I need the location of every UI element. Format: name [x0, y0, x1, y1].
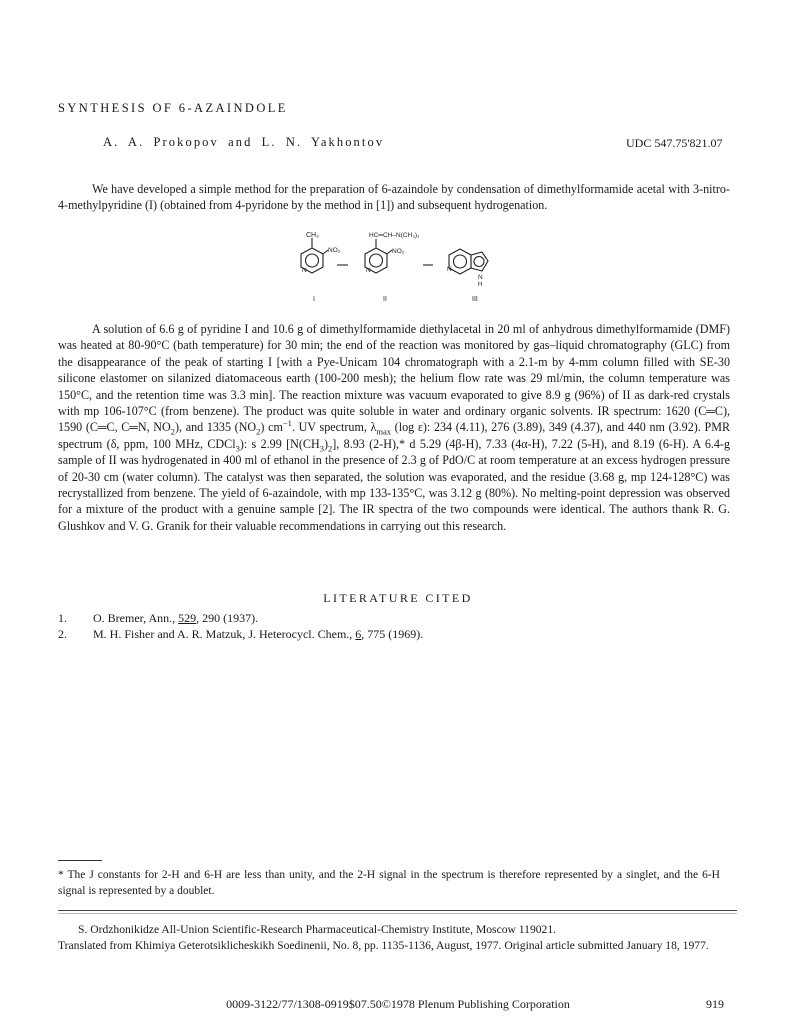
page-number: 919	[706, 997, 724, 1011]
reference-number: 2.	[58, 627, 67, 641]
intro-paragraph: We have developed a simple method for the preparation of 6-azaindole by condensation of dimethylformamide acetal with 3-nitro-4-methylpyridine (I) (obtained from 4-pyridone by the method in [1]) and subsequent hydrogenation.	[58, 182, 730, 213]
article-title: SYNTHESIS OF 6-AZAINDOLE	[58, 101, 288, 115]
compound-2-enamine-label: HC═CH–N(CH₃)₂	[369, 232, 420, 239]
affiliation-block	[58, 922, 733, 954]
compound-3-ring-n: N	[447, 266, 452, 273]
compound-1-nitro-label: NO₂	[328, 247, 341, 254]
body-text-3: ) cm	[260, 420, 283, 435]
compound-3-h-label: H	[478, 282, 483, 288]
reference-number: 1.	[58, 611, 67, 625]
experimental-paragraph	[58, 321, 730, 534]
compound-label-2: II	[383, 296, 387, 303]
subscript: 2	[170, 426, 176, 437]
compound-3-structure	[449, 249, 488, 274]
compound-2-nitro-label: NO₂	[392, 248, 405, 255]
reference-text: M. H. Fisher and A. R. Matzuk, J. Heterocycl. Chem.,	[93, 627, 356, 641]
reaction-scheme	[290, 228, 530, 306]
reference-item	[58, 611, 258, 626]
authors: A. A. Prokopov and L. N. Yakhontov	[103, 135, 385, 149]
affiliation-rule-secondary	[58, 913, 737, 914]
reference-volume: 6	[355, 627, 362, 641]
superscript: −1	[282, 418, 292, 429]
compound-2-ring-n: N	[366, 267, 371, 274]
reference-item	[58, 627, 423, 642]
footnote-rule	[58, 860, 102, 861]
affiliation-rule	[58, 910, 737, 911]
subscript: 2	[328, 443, 333, 454]
reference-text: , 775 (1969).	[361, 627, 424, 641]
affiliation-translation-note: Translated from Khimiya Geterotsiklicheskikh Soedinenii, No. 8, pp. 1135-1136, August, 1977. Original article submitted January 18, 1977.	[58, 938, 709, 952]
body-text-2: ), and 1335 (NO	[175, 420, 257, 435]
affiliation-institute: S. Ordzhonikidze All-Union Scientific-Research Pharmaceutical-Chemistry Institute, Moscow 119021.	[78, 923, 557, 936]
body-text-6: ): s 2.99 [N(CH	[239, 436, 320, 451]
reference-volume: 529	[178, 611, 197, 625]
compound-1-methyl-label: CH₃	[306, 232, 319, 239]
subscript: 3	[235, 443, 240, 454]
compound-label-3: III	[472, 296, 478, 303]
footnote: * The J constants for 2-H and 6-H are less than unity, and the 2-H signal in the spectrum is therefore represented by a singlet, and the 6-H signal is represented by a doublet.	[58, 869, 720, 897]
body-text-1: A solution of 6.6 g of pyridine I and 10.6 g of dimethylformamide diethylacetal in 20 ml of anhydrous dimethylformamide (DMF) was heated at 80-90°C (bath temperature) for 30 min; the end of the reaction was monitored by gas–liquid chromatography (GLC) from the disappearance of the peak of starting I [with a Pye-Unicam 104 chromatograph with a 2.1-m by 4-mm column filled with SE-30 silicone elastomer on silanized diatomaceous earth (100-200 mesh); the helium flow rate was 29 ml/min, the column temperature was 150°C, and the retention time was 3.3 min]. The reaction mixture was vacuum evaporated to give 8.9 g (96%) of II as dark-red crystals with mp 106-107°C (from benzene). The product was quite soluble in water and ordinary organic solvents. IR spectrum: 1620 (C═C), 1590 (C═C, C═N, NO	[58, 322, 730, 435]
body-text-8: ], 8.93 (2-H),* d 5.29 (4β-H), 7.33 (4α-H), 7.22 (5-H), and 8.19 (6-H). A 6.4-g sample of II was hydrogenated in 400 ml of ethanol in the presence of 2.3 g of PdO/C at room temperature at an excess hydrogen pressure of 20-30 cm (water column). The catalyst was then separated, the solution was evaporated, and the residue (3.68 g, mp 124-128°C) was recrystallized from benzene. The yield of 6-azaindole, with mp 133-135°C, was 3.12 g (80%). No melting-point depression was observed for a mixture of the product with a genuine sample [2]. The IR spectra of the two compounds were identical. The authors thank R. G. Glushkov and V. G. Granik for their valuable recommendations in carrying out this research.	[58, 436, 731, 533]
reference-text: O. Bremer, Ann.,	[93, 611, 179, 625]
subscript: 3	[319, 443, 324, 454]
compound-1-ring-n: N	[302, 267, 307, 274]
subscript: 2	[256, 426, 261, 437]
copyright-line: 0009-3122/77/1308-0919$07.50©1978 Plenum Publishing Corporation	[226, 997, 570, 1011]
body-text-5: (log ε): 234 (4.11), 276 (3.89), 349 (4.37), and 440 nm (3.92). PMR spectrum (δ, ppm, 100 MHz, CDCl	[58, 420, 731, 451]
literature-heading: LITERATURE CITED	[323, 591, 473, 605]
body-text-7: )	[323, 436, 328, 451]
body-text-4: . UV spectrum, λ	[291, 420, 377, 435]
compound-3-nh-label: N	[478, 274, 483, 281]
reference-text: , 290 (1937).	[196, 611, 259, 625]
udc-code: UDC 547.75'821.07	[626, 136, 723, 150]
compound-label-1: I	[313, 296, 315, 303]
subscript: max	[376, 426, 392, 437]
